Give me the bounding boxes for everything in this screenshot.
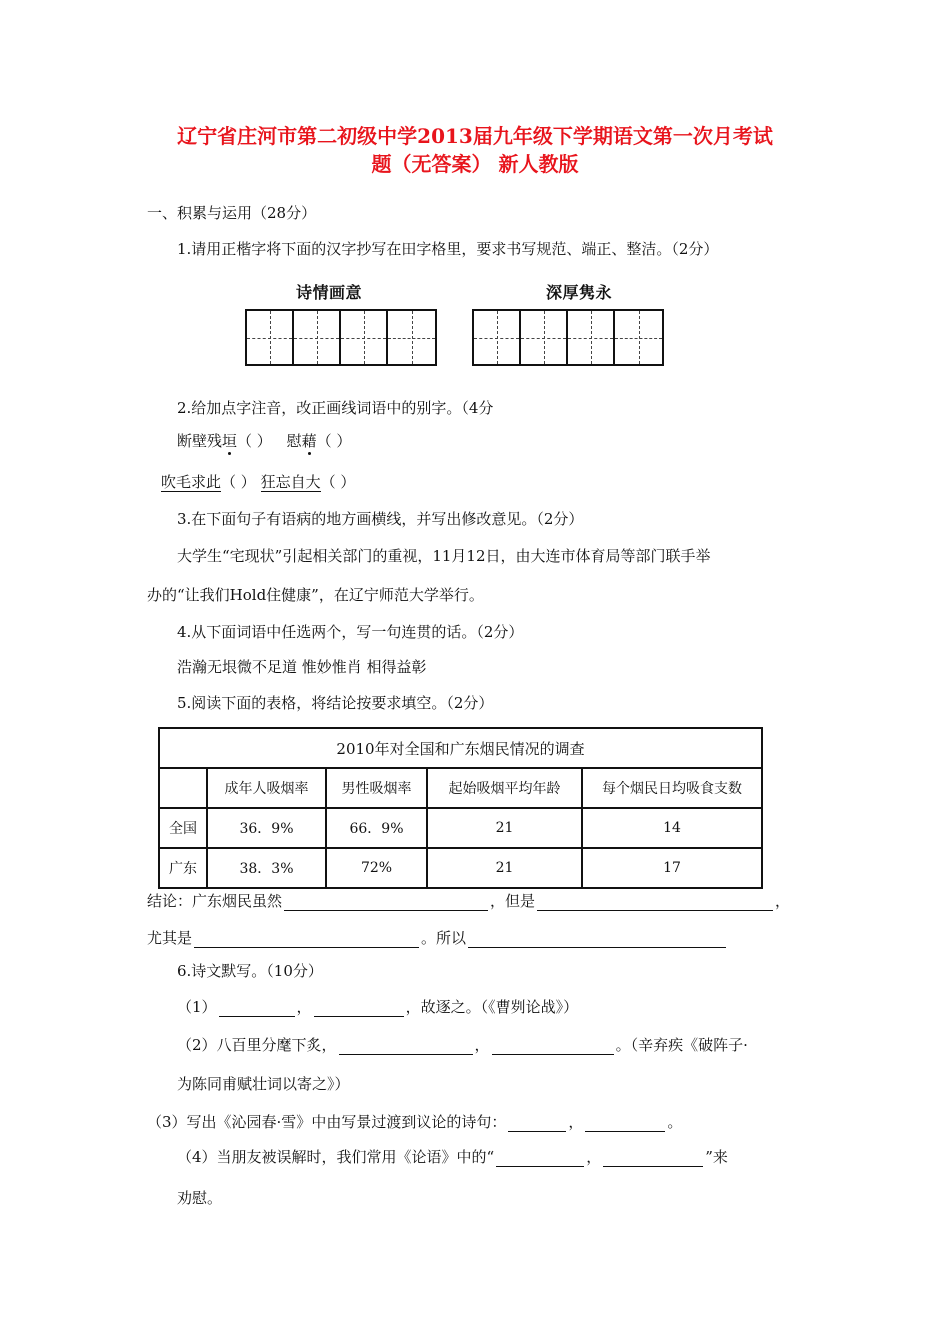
answer-blank[interactable] <box>537 894 773 911</box>
q2-words-line1 <box>177 431 351 451</box>
table-cell: 21 <box>427 848 582 888</box>
item-text: ，故逐之。（《曹刿论战》） <box>405 998 579 1016</box>
q3-text: 3.在下面句子有语病的地方画横线，并写出修改意见。（2分） <box>177 510 584 528</box>
table-cell: 36．9% <box>207 808 326 848</box>
survey-table <box>158 727 763 889</box>
table-cell: 66．9% <box>326 808 427 848</box>
conclusion-line2 <box>147 928 728 948</box>
tian-grid-left[interactable] <box>245 309 437 366</box>
table-cell: 21 <box>427 808 582 848</box>
grid-cell[interactable] <box>521 311 568 364</box>
conclusion-text: ，但是 <box>490 892 536 910</box>
table-header-cell: 起始吸烟平均年龄 <box>427 768 582 808</box>
table-header-cell: 成年人吸烟率 <box>207 768 326 808</box>
doc-title-line1: 辽宁省庄河市第二初级中学2013届九年级下学期语文第一次月考试 <box>177 124 773 148</box>
grid-right-label: 深厚隽永 <box>546 283 613 302</box>
table-header-cell: 男性吸烟率 <box>326 768 427 808</box>
q3-sentence-line1: 大学生“宅现状”引起相关部门的重视，11月12日，由大连市体育局等部门联手举 <box>177 547 711 565</box>
doc-title-line2: 题（无答案） 新人教版 <box>371 152 579 176</box>
item-text: 。（辛弃疾《破阵子· <box>615 1036 748 1054</box>
conclusion-text: ， <box>775 892 791 910</box>
q6-item1 <box>177 997 578 1017</box>
item-text: ， <box>568 1113 584 1131</box>
table-header-row <box>159 768 762 808</box>
table-cell: 全国 <box>159 808 207 848</box>
word-1-paren[interactable]: （ ） <box>237 432 272 450</box>
item-text: 。 <box>667 1113 683 1131</box>
dotted-char-1: 垣 <box>222 432 238 450</box>
answer-blank[interactable] <box>339 1038 473 1055</box>
table-header-cell <box>159 768 207 808</box>
table-row <box>159 848 762 888</box>
answer-blank[interactable] <box>496 1150 584 1167</box>
table-cell: 38．3% <box>207 848 326 888</box>
underlined-word-2: 狂忘自大 <box>260 473 321 491</box>
conclusion-line1 <box>147 891 790 911</box>
answer-blank[interactable] <box>492 1038 614 1055</box>
section1-heading: 一、积累与运用（28分） <box>147 204 317 222</box>
answer-blank[interactable] <box>468 931 726 948</box>
grid-cell[interactable] <box>294 311 341 364</box>
q6-item4 <box>177 1147 728 1167</box>
q6-item4-cont: 劝慰。 <box>177 1189 223 1207</box>
grid-cell[interactable] <box>474 311 521 364</box>
q6-text: 6.诗文默写。（10分） <box>177 962 323 980</box>
q6-item2 <box>177 1035 748 1055</box>
dotted-char-2: 藉 <box>301 432 317 450</box>
item-text: （2）八百里分麾下炙， <box>177 1036 337 1054</box>
item-text: （4）当朋友被误解时，我们常用《论语》中的“ <box>177 1148 495 1166</box>
table-cell: 广东 <box>159 848 207 888</box>
item-text: （3）写出《沁园春·雪》中由写景过渡到议论的诗句： <box>147 1113 507 1131</box>
conclusion-label: 结论：广东烟民虽然 <box>147 892 283 910</box>
answer-blank[interactable] <box>508 1115 566 1132</box>
grid-cell[interactable] <box>247 311 294 364</box>
answer-blank[interactable] <box>194 931 419 948</box>
table-cell: 17 <box>582 848 762 888</box>
q2-text: 2.给加点字注音，改正画线词语中的别字。（4分 <box>177 399 494 417</box>
underlined-word-1: 吹毛求此 <box>161 473 222 491</box>
grid-cell[interactable] <box>341 311 388 364</box>
answer-blank[interactable] <box>219 1000 295 1017</box>
item-text: ”来 <box>705 1148 728 1166</box>
item-number: （1） <box>177 998 217 1016</box>
grid-cell[interactable] <box>568 311 615 364</box>
tian-grid-right[interactable] <box>472 309 664 366</box>
item-text: ， <box>296 998 312 1016</box>
q5-text: 5.阅读下面的表格，将结论按要求填空。（2分） <box>177 694 494 712</box>
q1-text: 1.请用正楷字将下面的汉字抄写在田字格里，要求书写规范、端正、整洁。（2分） <box>177 240 719 258</box>
word-2-prefix: 慰 <box>286 432 302 450</box>
grid-cell[interactable] <box>388 311 435 364</box>
answer-blank[interactable] <box>284 894 488 911</box>
conclusion-text: 尤其是 <box>147 929 193 947</box>
table-header-cell: 每个烟民日均吸食支数 <box>582 768 762 808</box>
grid-left-label: 诗情画意 <box>296 283 363 302</box>
table-cell: 14 <box>582 808 762 848</box>
table-row <box>159 808 762 848</box>
q6-item3 <box>147 1112 682 1132</box>
word-3-paren[interactable]: （ ） <box>221 473 256 491</box>
q4-words: 浩瀚无垠微不足道 惟妙惟肖 相得益彰 <box>177 658 427 676</box>
word-4-paren[interactable]: （ ） <box>320 473 356 491</box>
q6-item2-cont: 为陈同甫赋壮词以寄之》） <box>177 1075 350 1093</box>
table-cell: 72% <box>326 848 427 888</box>
q4-text: 4.从下面词语中任选两个，写一句连贯的话。（2分） <box>177 623 524 641</box>
answer-blank[interactable] <box>603 1150 703 1167</box>
item-text: ， <box>586 1148 602 1166</box>
word-2-paren[interactable]: （ ） <box>316 432 352 450</box>
q2-words-line2 <box>161 472 355 492</box>
answer-blank[interactable] <box>314 1000 404 1017</box>
grid-cell[interactable] <box>615 311 662 364</box>
answer-blank[interactable] <box>585 1115 665 1132</box>
q3-sentence-line2: 办的“让我们Hold住健康”，在辽宁师范大学举行。 <box>147 586 484 604</box>
item-text: ， <box>474 1036 490 1054</box>
table-caption: 2010年对全国和广东烟民情况的调查 <box>159 728 762 768</box>
word-1-prefix: 断壁残 <box>177 432 223 450</box>
conclusion-text: 。所以 <box>421 929 467 947</box>
